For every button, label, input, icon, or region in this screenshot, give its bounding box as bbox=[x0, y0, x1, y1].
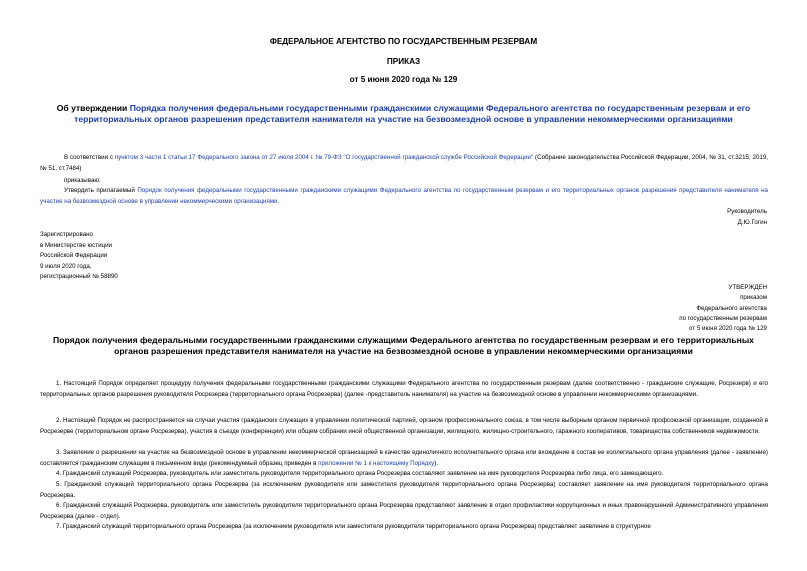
approve-text-after: . bbox=[277, 197, 280, 205]
preamble-text: В соответствии с bbox=[64, 154, 115, 161]
approved-line-2: приказом bbox=[740, 294, 767, 301]
registration-line-5: регистрационный № 58890 bbox=[40, 273, 118, 280]
registration-line-2: в Министерстве юстиции bbox=[40, 242, 113, 249]
preamble-paragraph bbox=[40, 153, 768, 174]
order-title: Порядок получения федеральными государственными гражданскими служащими Федерального агентства по государственным резервам и его территориальных органов разрешения представителя нанимателя на участие на безвозмездной основе в управлении некоммерческими организациями bbox=[53, 335, 754, 356]
approve-text: Утвердить прилагаемый bbox=[64, 187, 138, 194]
item-6: 6. Гражданский служащий Росрезерва, руководитель или заместитель руководителя территориального органа Росрезерва представляют заявление в отдел профилактики коррупционных и иных правонарушений Административного управления Росрезерва (далее - отдел). bbox=[40, 502, 768, 520]
item-1: 1. Настоящий Порядок определяет процедуру получения федеральными государственными гражданскими служащими Федерального агентства по государственным резервам (далее соответственно - гражданские служащие, Росрезерв) и его территориальных органов разрешения руководителя Росрезерва (территориального органа Росрезерва) (далее -представитель нанимателя) на участие на безвозмездной основе в управлении некоммерческими организациями. bbox=[40, 380, 768, 398]
item-3-text: 3. Заявление о разрешении на участие на безвозмездной основе в управлении некоммерческой организацией в качестве единоличного исполнительного органа или вхождение в состав ее коллегиального органа управления (далее - заявление) составляется гражданским служащим в письменном виде (рекомендуемый образец приведен в bbox=[40, 449, 768, 467]
item-4: 4. Гражданский служащий Росрезерва, руководитель или заместитель руководителя территориального органа Росрезерва составляют заявление на имя руководителя Росрезерва либо лица, его замещающего. bbox=[56, 470, 664, 477]
procedure-link[interactable]: Порядок получения федеральными государственными гражданскими служащими Федерального агентства по государственным резервам и его территориальных органов разрешения представителя нанимателя на участие на безвозмездной основе в управлении некоммерческими организациями bbox=[40, 187, 768, 205]
item-3 bbox=[40, 448, 768, 469]
signature-position: Руководитель bbox=[727, 208, 767, 215]
approved-line-5: от 5 июня 2020 года № 129 bbox=[689, 325, 767, 332]
approved-line-1: УТВЕРЖДЕН bbox=[728, 284, 767, 291]
approve-paragraph bbox=[40, 186, 768, 207]
registration-line-4: 9 июля 2020 года, bbox=[40, 263, 92, 270]
doc-type: ПРИКАЗ bbox=[386, 57, 421, 66]
item-2: 2. Настоящий Порядок не распространяется на случаи участия гражданских служащих в управлении политической партией, органом профессионального союза, в том числе выборным органом первичной профсоюзной организации, созданной в Росрезерве (территориальном органе Росрезерва), участия в съезде (конференции) или общем собрании иной общественной организации, жилищного, жилищно-строительного, гаражного кооперативов, товарищества собственников недвижимости. bbox=[40, 417, 768, 435]
order-verb: приказываю: bbox=[64, 177, 101, 184]
approved-line-4: по государственным резервам bbox=[679, 315, 767, 322]
preamble-text-after: (Собрание законодательства Российской Федерации, 2004, № 31, ст.3215; 2019, № 51, ст.7484) bbox=[40, 154, 768, 172]
doc-date-number: от 5 июня 2020 года № 129 bbox=[349, 75, 458, 84]
registration-line-3: Российской Федерации bbox=[40, 252, 108, 259]
item-7: 7. Гражданский служащий территориального органа Росрезерва (за исключением руководителя или заместителя руководителя территориального органа Росрезерва) представляет заявление в структурное bbox=[56, 523, 651, 530]
law-link[interactable]: пунктом 3 части 1 статьи 17 Федерального закона от 27 июля 2004 г. № 79-ФЗ "О государственной гражданской службе Российской Федерации" bbox=[114, 154, 534, 161]
item-3-text-after: ). bbox=[434, 459, 439, 467]
signature-name: Д.Ю.Гогин bbox=[737, 219, 767, 226]
appendix-link[interactable]: приложении № 1 к настоящему Порядку bbox=[318, 459, 435, 467]
doc-title-link[interactable]: Порядка получения федеральными государственными гражданскими служащими Федерального агентства по государственным резервам и его территориальных органов разрешения представителя нанимателя на участие на безвозмездной основе в управлении некоммерческими организациями bbox=[74, 103, 751, 124]
registration-line-1: Зарегистрировано bbox=[40, 231, 93, 238]
item-5: 5. Гражданский служащий территориального органа Росрезерва (за исключением руководителя или заместителя руководителя территориального органа Росрезерва) составляет заявление на имя руководителя территориального органа Росрезерва. bbox=[40, 481, 768, 499]
approved-line-3: Федерального агентства bbox=[696, 305, 767, 312]
doc-title-prefix: Об утверждении bbox=[56, 103, 130, 113]
agency-name: ФЕДЕРАЛЬНОЕ АГЕНТСТВО ПО ГОСУДАРСТВЕННЫМ РЕЗЕРВАМ bbox=[269, 37, 538, 46]
doc-title bbox=[40, 103, 767, 125]
